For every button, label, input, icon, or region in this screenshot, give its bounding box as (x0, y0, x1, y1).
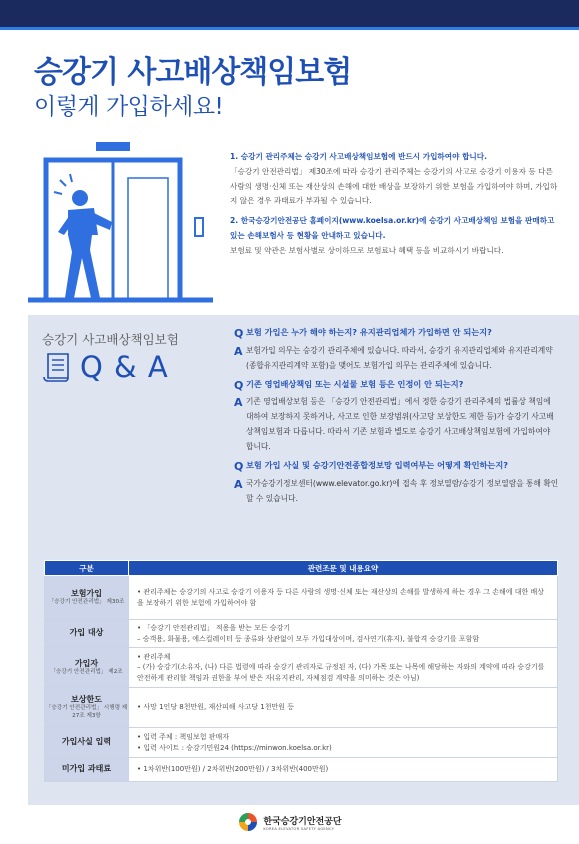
row-content (129, 648, 558, 688)
row-content-line: • 사망 1인당 8천만원, 재산피해 사고당 1천만원 등 (137, 703, 295, 712)
row-content-line: • 「승강기 안전관리법」 적용을 받는 모든 승강기 (137, 624, 291, 632)
table-header-category: 구분 (45, 561, 129, 576)
summary-table (44, 560, 558, 782)
qa-section-label: 승강기 사고배상책임보험 (42, 332, 179, 347)
answer-mark: A (234, 396, 243, 410)
answer-text: 기존 영업배상보험 등은 「승강기 안전관리법」에서 정한 승강기 관리주체의 법률상 책임에 대하여 보장하지 못하거나, 사고로 인한 보장범위(사고당 보상한도 제한 등)가 승강기 사고배상책임보험과 다릅니다. 따라서 기존 보험과 별도로 승강기 사고배상책임보험에 가입하여야 합니다. (246, 397, 554, 452)
row-content-line: • 관리주체는 승강기의 사고로 승강기 이용자 등 다른 사람의 생명·신체 또는 재산상의 손해를 발생하게 하는 경우 그 손해에 대한 배상을 보장하기 위한 보험에 가입하여야 함 (137, 588, 545, 607)
answer-mark: A (234, 477, 243, 491)
intro-section (230, 150, 560, 264)
answer-text: 보험가입 의무는 승강기 관리주체에 있습니다. 따라서, 승강기 유지관리업체와 유지관리계약(종합유지관리계약 포함)을 맺어도 보험가입 의무는 관리주체에 있습니다. (246, 345, 553, 370)
qa-question (234, 377, 559, 395)
row-label-sub: 「승강기 안전관리법」 제2조 (50, 669, 123, 676)
top-banner (0, 0, 579, 30)
agency-logo-icon (237, 811, 259, 833)
row-label (45, 576, 129, 620)
answer-mark: A (234, 344, 243, 358)
qa-item (234, 458, 559, 506)
qa-question (234, 458, 559, 476)
qa-answer (234, 394, 559, 454)
qa-question (234, 325, 559, 343)
table-row (45, 648, 558, 688)
row-content-line: • 1차위반(100만원) / 2차위반(200만원) / 3차위반(400만원) (137, 765, 329, 774)
intro-item-heading: 2. 한국승강기안전공단 홈페이지(www.koelsa.or.kr)에 승강기 사고배상책임 보험을 판매하고 있는 손해보험사 등 현황을 안내하고 있습니다. (230, 216, 555, 240)
row-content (129, 688, 558, 728)
table-row (45, 576, 558, 620)
table-row (45, 688, 558, 728)
row-label (45, 620, 129, 648)
row-label-sub: 「승강기 안전관리법」 시행령 제27조 제3항 (45, 705, 128, 719)
row-content (129, 728, 558, 758)
row-content (129, 758, 558, 782)
row-label (45, 648, 129, 688)
row-label-title: 가입사실 입력 (61, 737, 112, 747)
row-label-title: 가입 대상 (69, 628, 104, 638)
row-content-line: • 입력 주체 : 책임보험 판매자 (137, 733, 229, 741)
agency-logo (237, 811, 341, 833)
row-content-line: • 입력 사이트 : 승강기민원24 (https://minwon.koelsa.or.kr) (137, 743, 332, 752)
qa-answer (234, 343, 559, 373)
footer (0, 807, 579, 837)
question-text: 보험 가입 사실 및 승강기안전종합정보망 입력여부는 어떻게 확인하는지? (246, 460, 508, 471)
table-row (45, 728, 558, 758)
row-content (129, 620, 558, 648)
intro-item-2 (230, 214, 560, 258)
table-header-row (45, 561, 558, 576)
intro-item-1 (230, 150, 560, 209)
row-label (45, 758, 129, 782)
intro-item-body: 「승강기 안전관리법」 제30조에 따라 승강기 관리주체는 승강기의 사고로 승강기 이용자 등 다른 사람의 생명·신체 또는 재산상의 손해에 대한 배상을 보장하기 위한 보험을 가입하여야 하며, 가입하지 않은 경우 과태료가 부과될 수 있습니다. (230, 166, 558, 206)
table-row (45, 758, 558, 782)
intro-item-body: 보험료 및 약관은 보험사별로 상이하므로 보험료나 혜택 등을 비교하시기 바랍니다. (230, 245, 504, 255)
question-mark: Q (234, 378, 244, 392)
row-label (45, 728, 129, 758)
row-label-title: 가입자 (74, 658, 99, 668)
agency-logo-text (263, 814, 341, 831)
row-label (45, 688, 129, 728)
row-content (129, 576, 558, 620)
question-mark: Q (234, 460, 244, 474)
question-text: 기존 영업배상책임 또는 시설물 보험 등은 인정이 안 되는지? (246, 378, 464, 389)
agency-name-ko: 한국승강기안전공단 (263, 816, 342, 827)
page-subtitle: 이렇게 가입하세요! (34, 94, 224, 120)
page-title: 승강기 사고배상책임보험 (34, 55, 352, 90)
qa-answer (234, 476, 559, 506)
row-label-sub: 「승강기 안전관리법」 제30조 (48, 599, 125, 606)
table-header-content: 관련조문 및 내용요약 (129, 561, 558, 576)
intro-item-heading: 1. 승강기 관리주체는 승강기 사고배상책임보험에 반드시 가입하여야 합니다. (230, 152, 487, 161)
question-text: 보험 가입은 누가 해야 하는지? 유지관리업체가 가입하면 안 되는지? (246, 327, 492, 337)
agency-name-en: KOREA ELEVATOR SAFETY AGENCY (263, 826, 335, 831)
table-row (45, 620, 558, 648)
row-content-line: • 관리주체 (137, 652, 171, 661)
document-icon (42, 351, 72, 383)
row-content-line: – (가) 승강기(소유자, (나) 다른 법령에 따라 승강기 관리자로 규정된 자, (다) 가목 또는 나목에 해당하는 자와의 계약에 따라 승강기를 안전하게 관리할 책임과 권한을 부여 받은 자(유지관리, 자체점검 계약을 의미하는 것은 아님) (137, 663, 545, 682)
elevator-illustration (28, 140, 213, 315)
qa-item (234, 325, 559, 373)
row-label-title: 미가입 과태료 (61, 764, 112, 774)
qa-heading (42, 348, 169, 386)
row-label-title: 보상한도 (71, 695, 102, 705)
top-banner-accent-line (0, 27, 579, 30)
row-content-line: – 승객용, 화물용, 에스컬레이터 등 종류와 상관없이 모두 가입대상이며, 검사연기(휴지), 불합격 승강기를 포함함 (137, 634, 480, 643)
row-label-title: 보험가입 (71, 588, 102, 598)
qa-list (234, 325, 559, 510)
qa-item (234, 377, 559, 455)
question-mark: Q (234, 327, 244, 340)
answer-text: 국가승강기정보센터(www.elevator.go.kr)에 접속 후 정보열람/승강기 정보열람을 통해 확인할 수 있습니다. (246, 478, 559, 503)
qa-big-title: Q & A (80, 350, 169, 384)
